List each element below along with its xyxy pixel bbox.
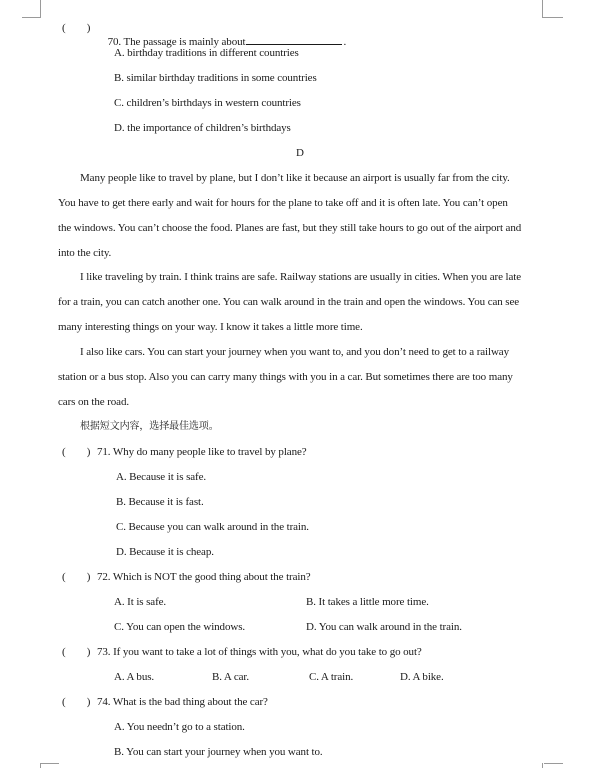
question-stem: 74. What is the bad thing about the car? xyxy=(97,696,268,708)
option-72-c: C. You can open the windows. xyxy=(114,621,246,633)
answer-paren: ( ) xyxy=(62,571,91,583)
question-stem: 73. If you want to take a lot of things with you, what do you take to go out? xyxy=(97,646,422,658)
question-stem: 72. Which is NOT the good thing about the train? xyxy=(97,571,311,583)
crop-mark-bottom-left-h xyxy=(40,763,59,764)
crop-mark-top-left-v xyxy=(40,0,41,17)
option-73-a: A. A bus. xyxy=(114,671,155,683)
crop-mark-top-right-h xyxy=(542,17,563,18)
answer-paren: ( ) xyxy=(62,446,91,458)
question-stem: 71. Why do many people like to travel by plane? xyxy=(97,446,307,458)
crop-mark-bottom-right-h xyxy=(544,763,563,764)
option-72-a: A. It is safe. xyxy=(114,596,167,608)
crop-mark-bottom-right-v xyxy=(542,763,543,768)
document-page: ( ) 70. The passage is mainly about . A. birthday traditions in different countries B. similar birthday traditions in some countries C. children’s birthdays in western countries D. the importance of children’s birthdays D Many people like to travel by plane, but I don’t like it because an airport is usually far from the city. You have to get there early and wait for hours for the plane to take off and it is often late. You can’t open the windows. You can’t choose the food. Planes are fast, but they still take hours to go out of the airport and into the city. I like traveling by train. I think trains are safe. Railway stations are usually in cities. When you are late for a train, you can catch another one. You can walk around in the train and open the windows. You can see many interesting things on your way. I know it takes a little more time. I also like cars. You can start your journey when you want to, and you don’t need to get to a railway station or a bus stop. Also you can carry many things with you in a car. But sometimes there are too many cars on the road. 根据短文内容，选择最佳选项。 ( ) 71. Why do many people like to travel by plane? A. Because it is safe. B. Because it is fast. C. Because you can walk around in the train. D. Because it is cheap. ( ) 72. Which is NOT the good thing about the train? A. It is safe. B. It takes a little more time. C. You can open the windows. D. You can walk around in the train. ( ) 73. If you want to take a lot of things with you, what do you take to go out? A. A bus. B. A car. C. A train. D. A bike. ( ) 74. What is the bad thing about the car? A. You needn’t go to a station. B. You can start your journey when you want to. xyxy=(0,0,599,768)
crop-mark-top-right-v xyxy=(542,0,543,17)
answer-blank xyxy=(246,35,342,45)
option-73-b: B. A car. xyxy=(212,671,249,683)
option-73-c: C. A train. xyxy=(309,671,354,683)
answer-paren: ( ) xyxy=(62,646,91,658)
option-73-d: D. A bike. xyxy=(400,671,444,683)
crop-mark-bottom-left-v xyxy=(40,763,41,768)
crop-mark-top-left-h xyxy=(22,17,41,18)
answer-paren: ( ) xyxy=(62,22,91,34)
option-72-b: B. It takes a little more time. xyxy=(306,596,429,608)
answer-paren: ( ) xyxy=(62,696,91,708)
question-stem-end: . xyxy=(343,36,347,48)
option-72-d: D. You can walk around in the train. xyxy=(306,621,462,633)
question-stem: 70. The passage is mainly about xyxy=(107,36,246,48)
